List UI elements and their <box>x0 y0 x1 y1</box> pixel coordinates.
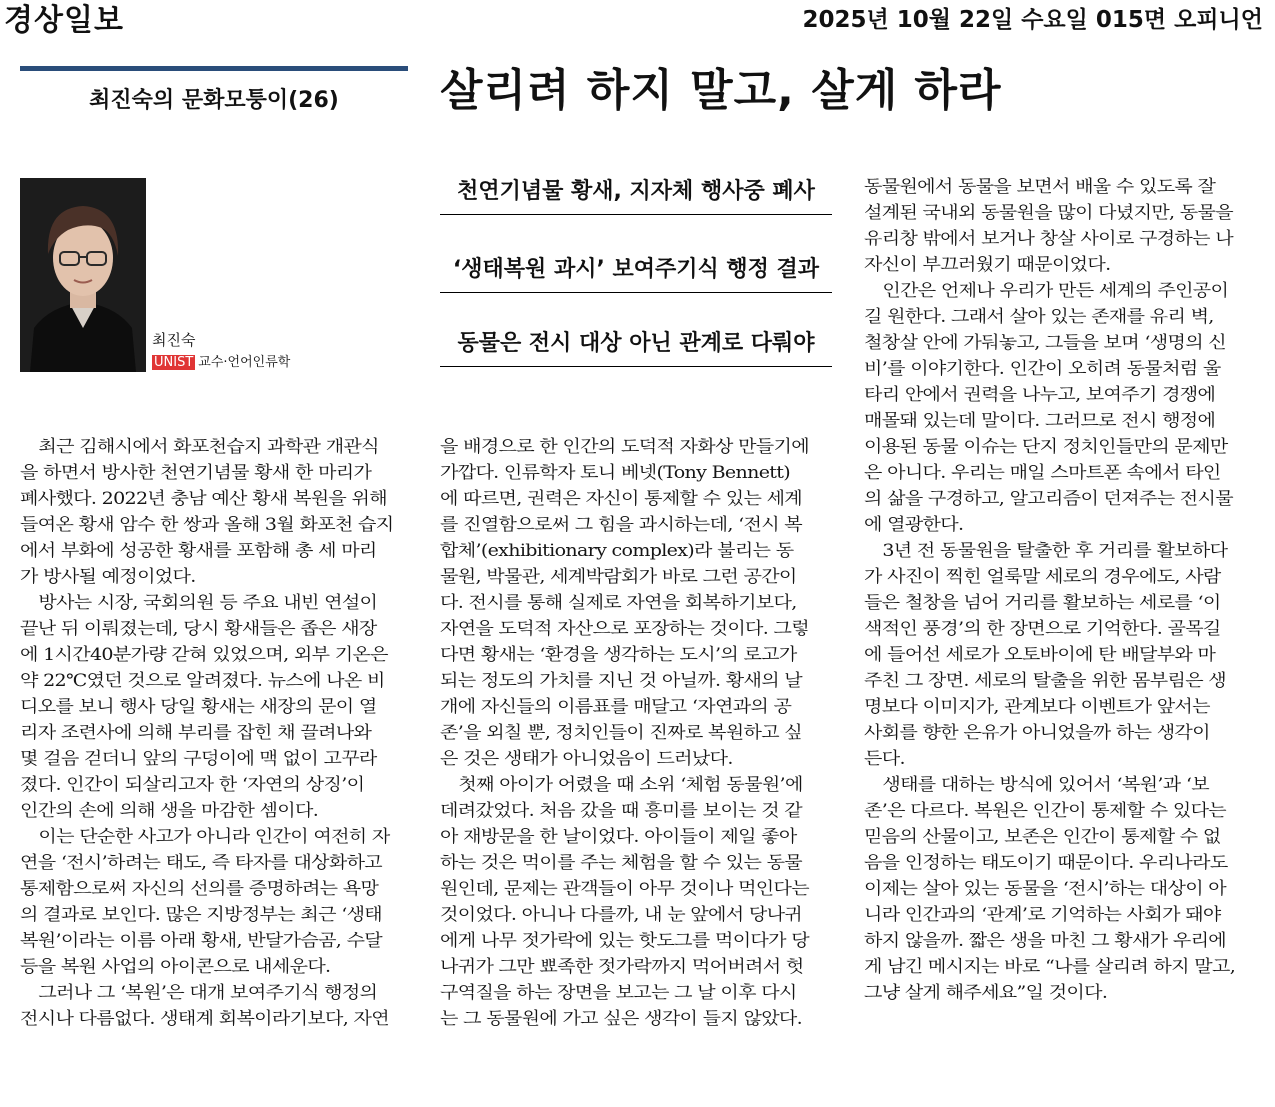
body-text-line: 인간은 언제나 우리가 만든 세계의 주인공이 <box>864 281 1229 301</box>
body-text-line: 에 들어선 세로가 오토바이에 탄 배달부와 마 <box>864 645 1216 665</box>
subheadline-2: ‘생태복원 과시’ 보여주기식 행정 결과 <box>452 257 820 282</box>
body-text-line: 연을 ‘전시’하려는 태도, 즉 타자를 대상화하고 <box>20 853 383 873</box>
body-text-line: 생태를 대하는 방식에 있어서 ‘복원’과 ‘보 <box>864 775 1209 795</box>
body-text-line: 하는 것은 먹이를 주는 체험을 할 수 있는 동물 <box>440 853 803 873</box>
body-text-line: 설계된 국내외 동물원을 많이 다녔지만, 동물을 <box>864 203 1233 223</box>
body-text-line: 자신이 부끄러웠기 때문이었다. <box>864 255 1111 275</box>
body-text-line: 나귀가 그만 뾰족한 젓가락까지 먹어버려서 헛 <box>440 957 804 977</box>
issue-date-line: 2025년 10월 22일 수요일 015면 오피니언 <box>802 7 1263 33</box>
body-text-line: 복원’이라는 이름 아래 황새, 반달가슴곰, 수달 <box>20 931 383 951</box>
author-photo <box>20 178 146 372</box>
subheadline-rule-2 <box>440 292 832 293</box>
body-text-line: 명보다 이미지가, 관계보다 이벤트가 앞서는 <box>864 697 1210 717</box>
body-text-line: 자연을 도덕적 자산으로 포장하는 것이다. 그렇 <box>440 619 809 639</box>
body-text-line: 유리창 밖에서 보거나 창살 사이로 구경하는 나 <box>864 229 1233 249</box>
body-text-line: 매몰돼 있는데 말이다. 그러므로 전시 행정에 <box>864 411 1216 431</box>
author-role: 교수·언어인류학 <box>198 355 291 370</box>
article-column-2 <box>440 434 836 1032</box>
body-text-line: 구역질을 하는 장면을 보고는 그 날 이후 다시 <box>440 983 797 1003</box>
body-text-line: 에게 나무 젓가락에 있는 핫도그를 먹이다가 당 <box>440 931 809 951</box>
author-name: 최진숙 <box>152 331 196 349</box>
body-text-line: 길 원한다. 그래서 살아 있는 존재를 유리 벽, <box>864 307 1214 327</box>
body-text-line: 이는 단순한 사고가 아니라 인간이 여전히 자 <box>20 827 390 847</box>
body-text-line: 물원, 박물관, 세계박람회가 바로 그런 공간이 <box>440 567 797 587</box>
body-text-line: 통제함으로써 자신의 선의를 증명하려는 욕망 <box>20 879 379 899</box>
body-text-line: 3년 전 동물원을 탈출한 후 거리를 활보하다 <box>864 541 1228 561</box>
body-text-line: 첫째 아이가 어렸을 때 소위 ‘체험 동물원’에 <box>440 775 803 795</box>
body-text-line: 주친 그 장면. 세로의 탈출을 위한 몸부림은 생 <box>864 671 1227 691</box>
subheadline-1: 천연기념물 황새, 지자체 행사중 폐사 <box>457 179 815 204</box>
newspaper-logo: 경상일보 <box>4 3 124 38</box>
series-top-rule <box>20 66 408 71</box>
body-text-line: 등을 복원 사업의 아이콘으로 내세운다. <box>20 957 331 977</box>
body-text-line: 몇 걸음 걷더니 앞의 구덩이에 맥 없이 고꾸라 <box>20 749 377 769</box>
body-text-line: 인간의 손에 의해 생을 마감한 셈이다. <box>20 801 319 821</box>
body-text-line: 가 사진이 찍힌 얼룩말 세로의 경우에도, 사람 <box>864 567 1221 587</box>
body-text-line: 에 열광한다. <box>864 515 964 535</box>
body-text-line: 의 결과로 보인다. 많은 지방정부는 최근 ‘생태 <box>20 905 383 925</box>
body-text-line: 이용된 동물 이슈는 단지 정치인들만의 문제만 <box>864 437 1228 457</box>
body-text-line: 타리 안에서 권력을 나누고, 보여주기 경쟁에 <box>864 385 1216 405</box>
body-text-line: 폐사했다. 2022년 충남 예산 황새 복원을 위해 <box>20 489 387 509</box>
body-text-line: 을 배경으로 한 인간의 도덕적 자화상 만들기에 <box>440 437 809 457</box>
body-text-line: 들은 철창을 넘어 거리를 활보하는 세로를 ‘이 <box>864 593 1221 613</box>
body-text-line: 리자 조련사에 의해 부리를 잡힌 채 끌려나와 <box>20 723 372 743</box>
subheadline-3: 동물은 전시 대상 아닌 관계로 다뤄야 <box>457 331 815 356</box>
author-org-badge: UNIST <box>154 355 194 370</box>
body-text-line: 게 남긴 메시지는 바로 “나를 살리려 하지 말고, <box>864 957 1236 977</box>
body-text-line: 들여온 황새 암수 한 쌍과 올해 3월 화포천 습지 <box>20 515 394 535</box>
body-text-line: 동물원에서 동물을 보면서 배울 수 있도록 잘 <box>864 177 1216 197</box>
series-title: 최진숙의 문화모퉁이(26) <box>89 88 339 113</box>
body-text-line: 철창살 안에 가둬놓고, 그들을 보며 ‘생명의 신 <box>864 333 1227 353</box>
body-text-line: 그냥 살게 해주세요”일 것이다. <box>864 983 1108 1003</box>
body-text-line: 를 진열함으로써 그 힘을 과시하는데, ‘전시 복 <box>440 515 803 535</box>
body-text-line: 합체’(exhibitionary complex)라 불리는 동 <box>440 541 794 561</box>
author-affiliation <box>152 354 290 372</box>
body-text-line: 방사는 시장, 국회의원 등 주요 내빈 연설이 <box>20 593 378 613</box>
body-text-line: 다. 전시를 통해 실제로 자연을 회복하기보다, <box>440 593 797 613</box>
subheadline-rule-3 <box>440 366 832 367</box>
body-text-line: 아 재방문을 한 날이었다. 아이들이 제일 좋아 <box>440 827 797 847</box>
body-text-line: 가 방사될 예정이었다. <box>20 567 196 587</box>
body-text-line: 다면 황새는 ‘환경을 생각하는 도시’의 로고가 <box>440 645 797 665</box>
body-text-line: 데려갔었다. 처음 갔을 때 흥미를 보이는 것 같 <box>440 801 803 821</box>
body-text-line: 디오를 보니 행사 당일 황새는 새장의 문이 열 <box>20 697 377 717</box>
body-text-line: 사회를 향한 은유가 아니었을까 하는 생각이 <box>864 723 1210 743</box>
subheadline-rule-1 <box>440 214 832 215</box>
body-text-line: 가깝다. 인류학자 토니 베넷(Tony Bennett) <box>440 463 791 483</box>
body-text-line: 존’을 외칠 뿐, 정치인들이 진짜로 복원하고 싶 <box>440 723 803 743</box>
body-text-line: 에 1시간40분가량 갇혀 있었으며, 외부 기온은 <box>20 645 388 665</box>
body-text-line: 되는 정도의 가치를 지닌 것 아닐까. 황새의 날 <box>440 671 803 691</box>
body-text-line: 최근 김해시에서 화포천습지 과학관 개관식 <box>20 437 379 457</box>
body-text-line: 약 22℃였던 것으로 알려졌다. 뉴스에 나온 비 <box>20 671 385 691</box>
body-text-line: 전시나 다름없다. 생태계 회복이라기보다, 자연 <box>20 1009 389 1029</box>
body-text-line: 에서 부화에 성공한 황새를 포함해 총 세 마리 <box>20 541 377 561</box>
body-text-line: 니라 인간과의 ‘관계’로 기억하는 사회가 돼야 <box>864 905 1221 925</box>
body-text-line: 하지 않을까. 짧은 생을 마친 그 황새가 우리에 <box>864 931 1227 951</box>
body-text-line: 믿음의 산물이고, 보존은 인간이 통제할 수 없 <box>864 827 1221 847</box>
body-text-line: 색적인 풍경’의 한 장면으로 기억한다. 골목길 <box>864 619 1221 639</box>
body-text-line: 의 삶을 구경하고, 알고리즘이 던져주는 전시물 <box>864 489 1233 509</box>
body-text-line: 존’은 다르다. 복원은 인간이 통제할 수 있다는 <box>864 801 1227 821</box>
body-text-line: 은 아니다. 우리는 매일 스마트폰 속에서 타인 <box>864 463 1221 483</box>
body-text-line: 비’를 이야기한다. 인간이 오히려 동물처럼 울 <box>864 359 1221 379</box>
body-text-line: 든다. <box>864 749 905 769</box>
article-headline: 살리려 하지 말고, 살게 하라 <box>440 65 1002 116</box>
body-text-line: 는 그 동물원에 가고 싶은 생각이 들지 않았다. <box>440 1009 803 1029</box>
body-text-line: 것이었다. 아니나 다를까, 내 눈 앞에서 당나귀 <box>440 905 803 925</box>
body-text-line: 을 하면서 방사한 천연기념물 황새 한 마리가 <box>20 463 372 483</box>
body-text-line: 그러나 그 ‘복원’은 대개 보여주기식 행정의 <box>20 983 378 1003</box>
body-text-line: 끝난 뒤 이뤄졌는데, 당시 황새들은 좁은 새장 <box>20 619 377 639</box>
body-text-line: 개에 자신들의 이름표를 매달고 ‘자연과의 공 <box>440 697 792 717</box>
author-portrait-image <box>20 178 146 372</box>
article-column-1 <box>20 434 416 1032</box>
body-text-line: 이제는 살아 있는 동물을 ‘전시’하는 대상이 아 <box>864 879 1227 899</box>
body-text-line: 은 것은 생태가 아니었음이 드러났다. <box>440 749 733 769</box>
body-text-line: 원인데, 문제는 관객들이 아무 것이나 먹인다는 <box>440 879 809 899</box>
body-text-line: 에 따르면, 권력은 자신이 통제할 수 있는 세계 <box>440 489 803 509</box>
body-text-line: 음을 인정하는 태도이기 때문이다. 우리나라도 <box>864 853 1228 873</box>
article-column-3 <box>864 174 1260 1006</box>
body-text-line: 졌다. 인간이 되살리고자 한 ‘자연의 상징’이 <box>20 775 365 795</box>
